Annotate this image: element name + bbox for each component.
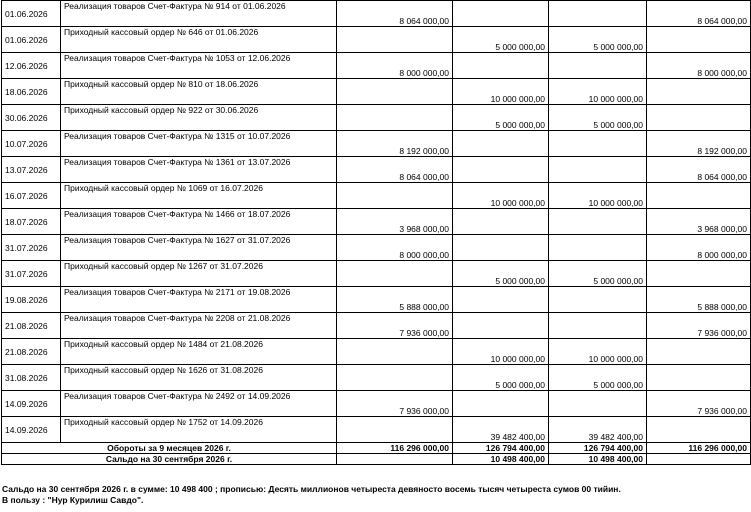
entry-credit: 39 482 400,00: [453, 417, 549, 443]
saldo-credit: 10 498 400,00: [453, 454, 549, 465]
entry-balance: 8 064 000,00: [647, 1, 751, 27]
entry-balance: [647, 79, 751, 105]
entry-credit: 10 000 000,00: [453, 79, 549, 105]
entry-credit: [453, 1, 549, 27]
table-row: [2, 209, 751, 235]
entry-credit-2: [549, 391, 647, 417]
entry-debit: [337, 79, 453, 105]
entry-description: Реализация товаров Счет-Фактура № 914 от 01.06.2026: [61, 1, 337, 27]
entry-date: 19.08.2026: [2, 287, 61, 313]
entry-date: 18.07.2026: [2, 209, 61, 235]
entry-balance: [647, 365, 751, 391]
footer-saldo-text: Сальдо на 30 сентября 2026 г. в сумме: 10 498 400 ; прописью: Десять миллионов четыреста девяносто восемь тысяч четыреста сумов 00 тийин.: [2, 484, 621, 494]
entry-balance: [647, 27, 751, 53]
table-row: [2, 417, 751, 443]
table-row: [2, 365, 751, 391]
entry-description: Реализация товаров Счет-Фактура № 1053 от 12.06.2026: [61, 53, 337, 79]
saldo-label: Сальдо на 30 сентября 2026 г.: [2, 454, 337, 465]
entry-balance: 8 192 000,00: [647, 131, 751, 157]
table-row: [2, 235, 751, 261]
turnover-label: Обороты за 9 месяцев 2026 г.: [2, 443, 337, 454]
entry-balance: 7 936 000,00: [647, 391, 751, 417]
turnover-balance: 116 296 000,00: [647, 443, 751, 454]
table-row: [2, 183, 751, 209]
entry-credit: [453, 53, 549, 79]
entry-debit: [337, 27, 453, 53]
table-row: [2, 157, 751, 183]
entry-debit: [337, 339, 453, 365]
ledger-table: [1, 0, 751, 465]
table-row: [2, 131, 751, 157]
table-row: [2, 313, 751, 339]
entry-debit: 8 064 000,00: [337, 157, 453, 183]
table-row: [2, 53, 751, 79]
saldo-balance: [647, 454, 751, 465]
entry-balance: [647, 261, 751, 287]
entry-description: Реализация товаров Счет-Фактура № 2171 от 19.08.2026: [61, 287, 337, 313]
entry-credit: [453, 313, 549, 339]
entry-credit-2: [549, 131, 647, 157]
entry-credit-2: 5 000 000,00: [549, 365, 647, 391]
table-row: [2, 339, 751, 365]
entry-date: 01.06.2026: [2, 1, 61, 27]
entry-description: Реализация товаров Счет-Фактура № 1361 от 13.07.2026: [61, 157, 337, 183]
entry-date: 10.07.2026: [2, 131, 61, 157]
entry-balance: [647, 339, 751, 365]
saldo-debit: [337, 454, 453, 465]
entry-date: 14.09.2026: [2, 391, 61, 417]
entry-description: Реализация товаров Счет-Фактура № 2492 от 14.09.2026: [61, 391, 337, 417]
entry-debit: [337, 417, 453, 443]
entry-credit: [453, 287, 549, 313]
entry-date: 31.08.2026: [2, 365, 61, 391]
turnover-credit-2: 126 794 400,00: [549, 443, 647, 454]
table-row: [2, 391, 751, 417]
entry-credit-2: 5 000 000,00: [549, 105, 647, 131]
entry-date: 14.09.2026: [2, 417, 61, 443]
entry-credit-2: [549, 235, 647, 261]
entry-date: 12.06.2026: [2, 53, 61, 79]
entry-debit: 7 936 000,00: [337, 313, 453, 339]
entry-description: Приходный кассовый ордер № 922 от 30.06.2026: [61, 105, 337, 131]
entry-credit: 10 000 000,00: [453, 183, 549, 209]
entry-credit: 5 000 000,00: [453, 105, 549, 131]
entry-debit: 8 192 000,00: [337, 131, 453, 157]
entry-credit-2: 5 000 000,00: [549, 27, 647, 53]
entry-debit: [337, 365, 453, 391]
entry-date: 31.07.2026: [2, 235, 61, 261]
turnover-debit: 116 296 000,00: [337, 443, 453, 454]
entry-date: 21.08.2026: [2, 339, 61, 365]
entry-balance: 3 968 000,00: [647, 209, 751, 235]
entry-description: Приходный кассовый ордер № 1626 от 31.08.2026: [61, 365, 337, 391]
entry-date: 16.07.2026: [2, 183, 61, 209]
table-row: [2, 261, 751, 287]
entry-credit-2: [549, 209, 647, 235]
entry-balance: 8 064 000,00: [647, 157, 751, 183]
entry-balance: [647, 105, 751, 131]
entry-credit-2: [549, 313, 647, 339]
entry-credit-2: 39 482 400,00: [549, 417, 647, 443]
entry-description: Приходный кассовый ордер № 1069 от 16.07.2026: [61, 183, 337, 209]
entry-description: Реализация товаров Счет-Фактура № 1627 от 31.07.2026: [61, 235, 337, 261]
entry-debit: 5 888 000,00: [337, 287, 453, 313]
entry-credit: 10 000 000,00: [453, 339, 549, 365]
entry-credit: 5 000 000,00: [453, 261, 549, 287]
entry-debit: 7 936 000,00: [337, 391, 453, 417]
entry-credit: [453, 209, 549, 235]
entry-description: Реализация товаров Счет-Фактура № 2208 от 21.08.2026: [61, 313, 337, 339]
entry-date: 31.07.2026: [2, 261, 61, 287]
table-row: [2, 1, 751, 27]
entry-description: Приходный кассовый ордер № 646 от 01.06.2026: [61, 27, 337, 53]
turnover-credit: 126 794 400,00: [453, 443, 549, 454]
table-row: [2, 105, 751, 131]
entry-debit: [337, 183, 453, 209]
turnover-row: [2, 443, 751, 454]
entry-balance: 5 888 000,00: [647, 287, 751, 313]
entry-debit: 8 064 000,00: [337, 1, 453, 27]
table-row: [2, 27, 751, 53]
entry-credit-2: [549, 157, 647, 183]
entry-balance: [647, 417, 751, 443]
entry-debit: [337, 261, 453, 287]
entry-date: 30.06.2026: [2, 105, 61, 131]
entry-credit: [453, 235, 549, 261]
footer-beneficiary-text: В пользу : "Нур Курилиш Савдо".: [2, 495, 144, 505]
entry-credit-2: [549, 287, 647, 313]
entry-description: Приходный кассовый ордер № 810 от 18.06.2026: [61, 79, 337, 105]
entry-credit: [453, 157, 549, 183]
entry-balance: 8 000 000,00: [647, 235, 751, 261]
entry-date: 13.07.2026: [2, 157, 61, 183]
ledger-totals: [2, 443, 751, 465]
entry-date: 01.06.2026: [2, 27, 61, 53]
ledger-body: [2, 1, 751, 443]
entry-date: 21.08.2026: [2, 313, 61, 339]
entry-debit: [337, 105, 453, 131]
table-row: [2, 287, 751, 313]
entry-balance: 7 936 000,00: [647, 313, 751, 339]
entry-date: 18.06.2026: [2, 79, 61, 105]
entry-credit-2: 10 000 000,00: [549, 339, 647, 365]
entry-credit-2: 5 000 000,00: [549, 261, 647, 287]
entry-description: Приходный кассовый ордер № 1752 от 14.09.2026: [61, 417, 337, 443]
entry-balance: [647, 183, 751, 209]
entry-description: Приходный кассовый ордер № 1267 от 31.07.2026: [61, 261, 337, 287]
entry-description: Реализация товаров Счет-Фактура № 1315 от 10.07.2026: [61, 131, 337, 157]
entry-credit: 5 000 000,00: [453, 365, 549, 391]
entry-balance: 8 000 000,00: [647, 53, 751, 79]
entry-credit-2: [549, 53, 647, 79]
entry-description: Реализация товаров Счет-Фактура № 1466 от 18.07.2026: [61, 209, 337, 235]
entry-credit: [453, 391, 549, 417]
entry-debit: 8 000 000,00: [337, 235, 453, 261]
entry-debit: 3 968 000,00: [337, 209, 453, 235]
table-row: [2, 79, 751, 105]
entry-debit: 8 000 000,00: [337, 53, 453, 79]
entry-credit-2: 10 000 000,00: [549, 183, 647, 209]
entry-credit: [453, 131, 549, 157]
saldo-credit-2: 10 498 400,00: [549, 454, 647, 465]
saldo-row: [2, 454, 751, 465]
entry-credit-2: 10 000 000,00: [549, 79, 647, 105]
entry-description: Приходный кассовый ордер № 1484 от 21.08.2026: [61, 339, 337, 365]
entry-credit: 5 000 000,00: [453, 27, 549, 53]
entry-credit-2: [549, 1, 647, 27]
